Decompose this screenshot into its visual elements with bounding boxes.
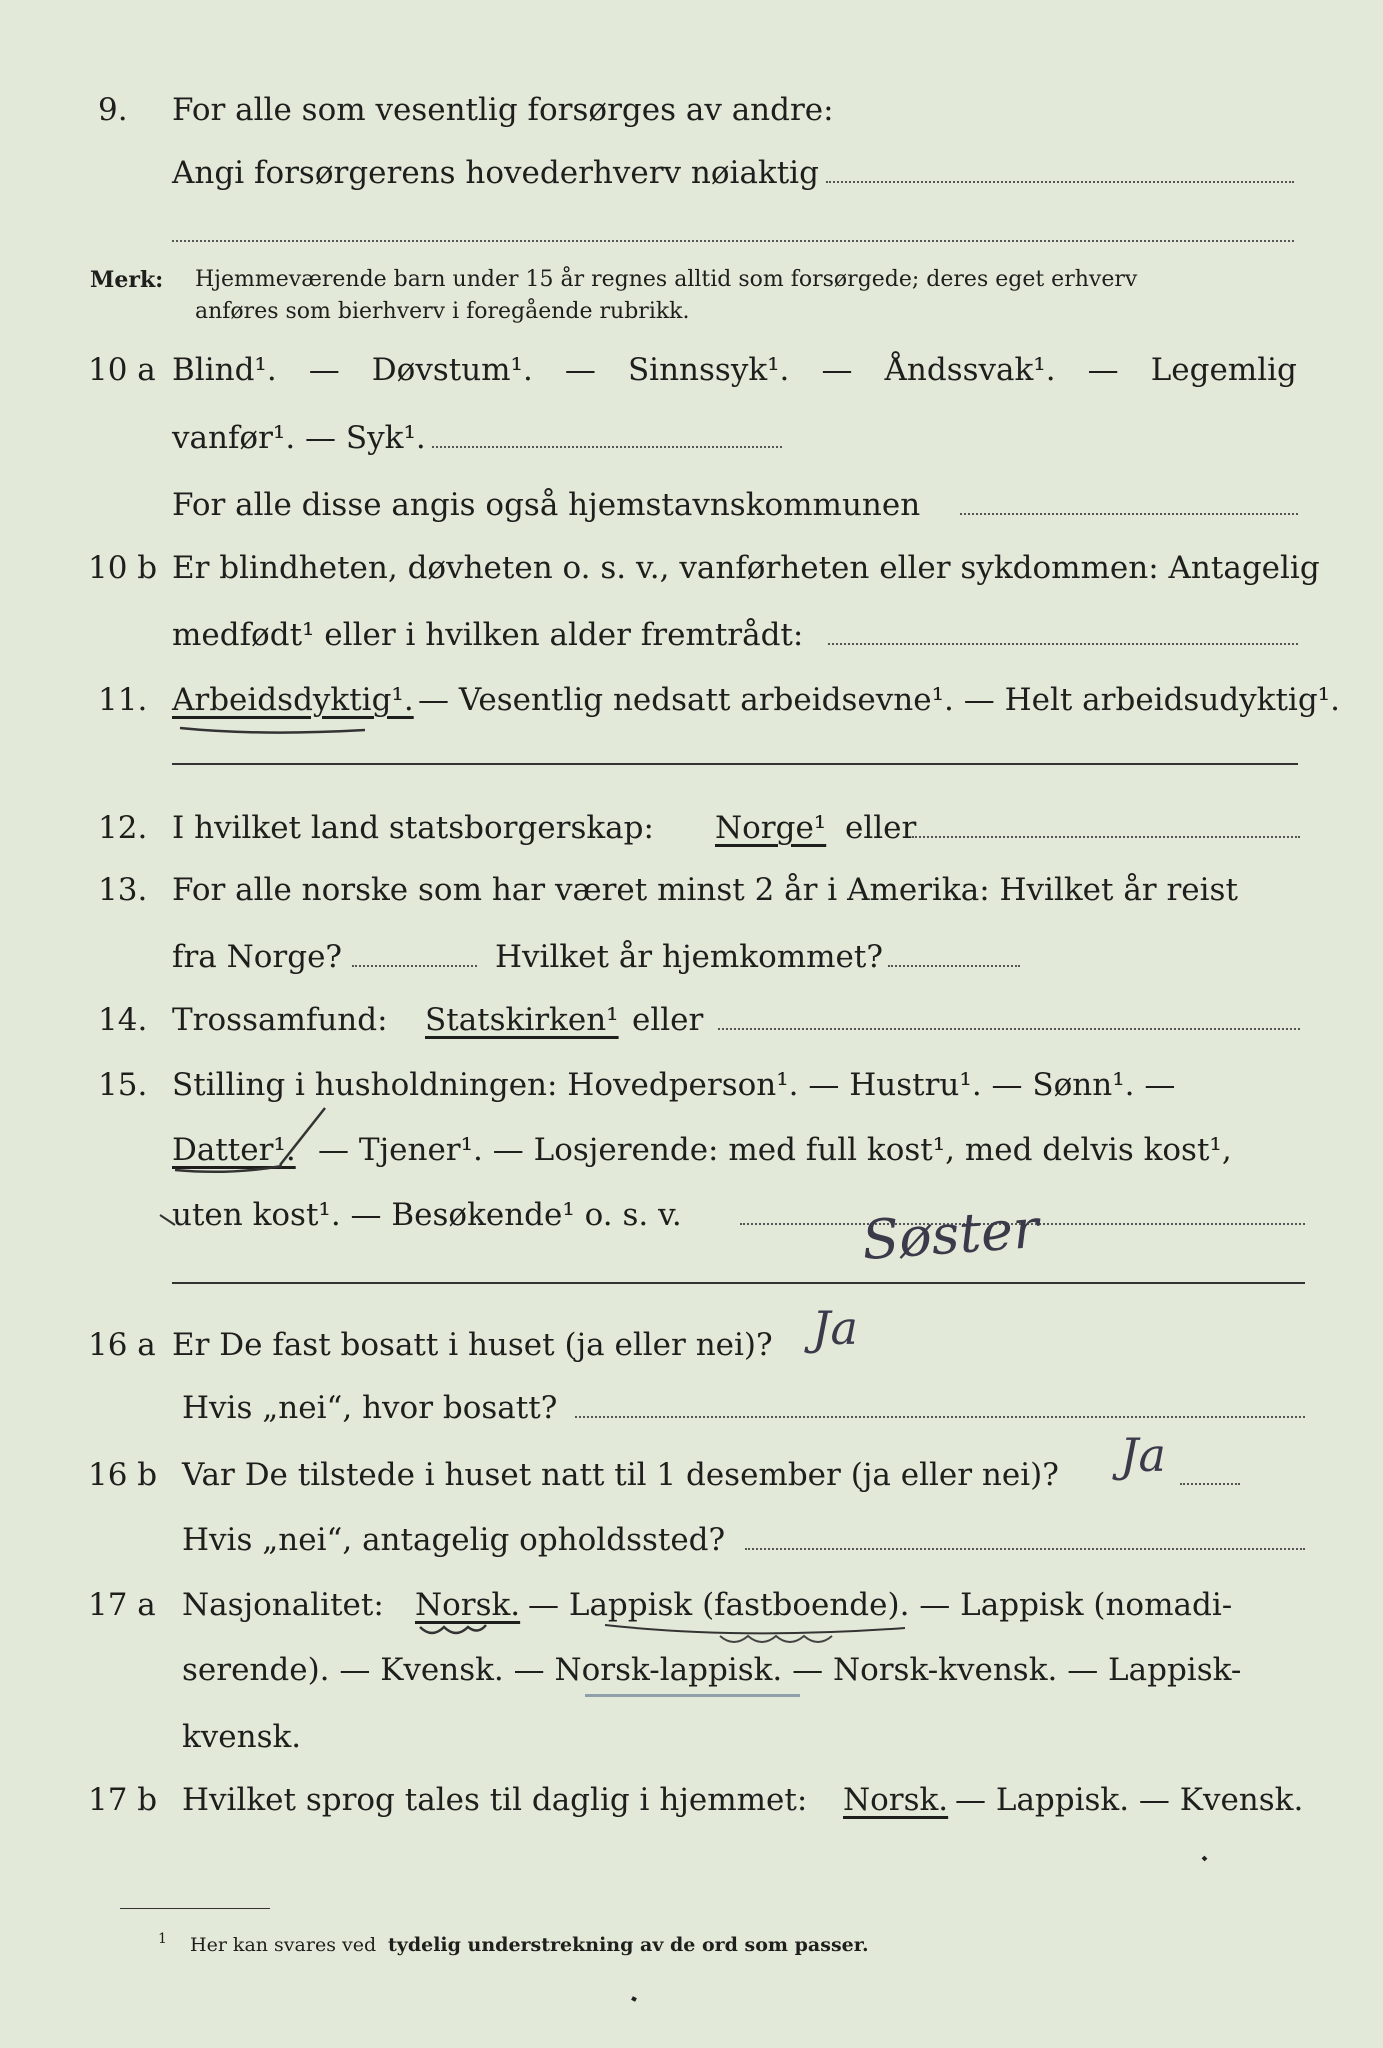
handwritten-ja-16a: Ja [812,1301,858,1355]
q15-text1: Stilling i husholdningen: Hovedperson¹. — Hustru¹. — Sønn¹. — [172,1067,1176,1103]
q13-text1: For alle norske som har været minst 2 år i Amerika: Hvilket år reist [172,872,1238,908]
underline-arbeidsdyktig-mark [180,728,365,733]
dash: — [564,352,596,388]
merk-label: Merk: [90,267,164,293]
q13-text2b: Hvilket år hjemkommet? [495,939,883,975]
q9-text1: For alle som vesentlig forsørges av andre: [172,92,834,128]
q10b-number: 10 b [88,550,158,586]
q16b-text2: Hvis „nei“, antagelig opholdssted? [182,1522,726,1558]
handwritten-ja-16b: Ja [1120,1428,1166,1482]
q16a-text2: Hvis „nei“, hvor bosatt? [182,1390,558,1426]
option-dovstum[interactable]: Døvstum¹. [371,352,533,388]
q17a-text1: — Lappisk (fastboende). — Lappisk (nomadi- [528,1587,1233,1623]
q13-number: 13. [98,872,148,908]
q9-number: 9. [98,92,128,128]
q17b-number: 17 b [88,1782,158,1818]
q9-text2: Angi forsørgerens hovederhverv nøiaktig [172,155,819,191]
check-datter-mark [280,1108,325,1165]
q16b-number: 16 b [88,1457,158,1493]
q17b-rest: — Lappisk. — Kvensk. [955,1782,1304,1818]
q16a-number: 16 a [88,1327,156,1363]
option-norsk-nasjonalitet[interactable]: Norsk. [415,1587,521,1623]
option-sinnssyk[interactable]: Sinnssyk¹. [627,352,790,388]
option-arbeidsdyktig[interactable]: Arbeidsdyktig¹. [172,682,414,718]
q17a-text-pre: Nasjonalitet: [182,1587,384,1623]
q15-number: 15. [98,1067,148,1103]
option-legemlig[interactable]: Legemlig [1150,352,1297,388]
q17a-number: 17 a [88,1587,156,1623]
option-andssvak[interactable]: Åndssvak¹. [884,352,1056,388]
underline-norsk-mark [420,1625,486,1633]
dash: — [821,352,853,388]
underline-datter-mark [175,1166,282,1172]
ink-dot-bottom [632,1998,636,2000]
merk-text1: Hjemmeværende barn under 15 år regnes alltid som forsørgede; deres eget erhverv [195,267,1138,292]
option-datter[interactable]: Datter¹. [172,1132,296,1168]
q10a-number: 10 a [88,352,156,388]
q14-text: Trossamfund: [172,1002,388,1038]
option-blind[interactable]: Blind¹. [172,352,277,388]
handwritten-soster: Søster [859,1196,1041,1273]
scribble-fastboende-mark [720,1636,832,1642]
tick-uten-kost-mark [160,1215,175,1225]
dash: — [308,352,340,388]
q12-text: I hvilket land statsborgerskap: [172,810,654,846]
q15-text2: — Tjener¹. — Losjerende: med full kost¹, med delvis kost¹, [318,1132,1232,1168]
q17a-text3: kvensk. [182,1719,302,1755]
q13-text2a: fra Norge? [172,939,343,975]
q12-eller: eller [845,810,917,846]
dash: — [1087,352,1119,388]
ink-dot [1203,1857,1206,1860]
q17a-text2: serende). — Kvensk. — Norsk-lappisk. — Norsk-kvensk. — Lappisk- [182,1652,1242,1688]
option-norge[interactable]: Norge¹ [715,810,827,846]
q11-number: 11. [98,682,148,718]
q11-rest: — Vesentlig nedsatt arbeidsevne¹. — Helt arbeidsudyktig¹. [418,682,1340,718]
q14-eller: eller [632,1002,704,1038]
q15-text3: uten kost¹. — Besøkende¹ o. s. v. [172,1197,682,1233]
q12-number: 12. [98,810,148,846]
option-statskirken[interactable]: Statskirken¹ [425,1002,619,1038]
q10b-text2: medfødt¹ eller i hvilken alder fremtrådt: [172,617,804,653]
q16b-text1: Var De tilstede i huset natt til 1 desember (ja eller nei)? [182,1457,1059,1493]
q16a-text1: Er De fast bosatt i huset (ja eller nei)? [172,1327,773,1363]
q10a-text2: vanfør¹. — Syk¹. [172,420,426,456]
q14-number: 14. [98,1002,148,1038]
q10b-text1: Er blindheten, døvheten o. s. v., vanførheten eller sykdommen: Antagelig [172,550,1320,586]
footnote-bold-text: tydelig understrekning av de ord som passer. [388,1934,869,1956]
q10a-text3: For alle disse angis også hjemstavnskommunen [172,487,921,523]
option-norsk-sprog[interactable]: Norsk. [843,1782,949,1818]
underline-lappisk-mark [605,1625,905,1633]
q17b-text: Hvilket sprog tales til daglig i hjemmet: [182,1782,808,1818]
merk-text2: anføres som bierhverv i foregående rubrikk. [195,299,690,324]
footnote-text: Her kan svares ved [190,1934,377,1956]
footnote-mark: 1 [158,1931,167,1947]
